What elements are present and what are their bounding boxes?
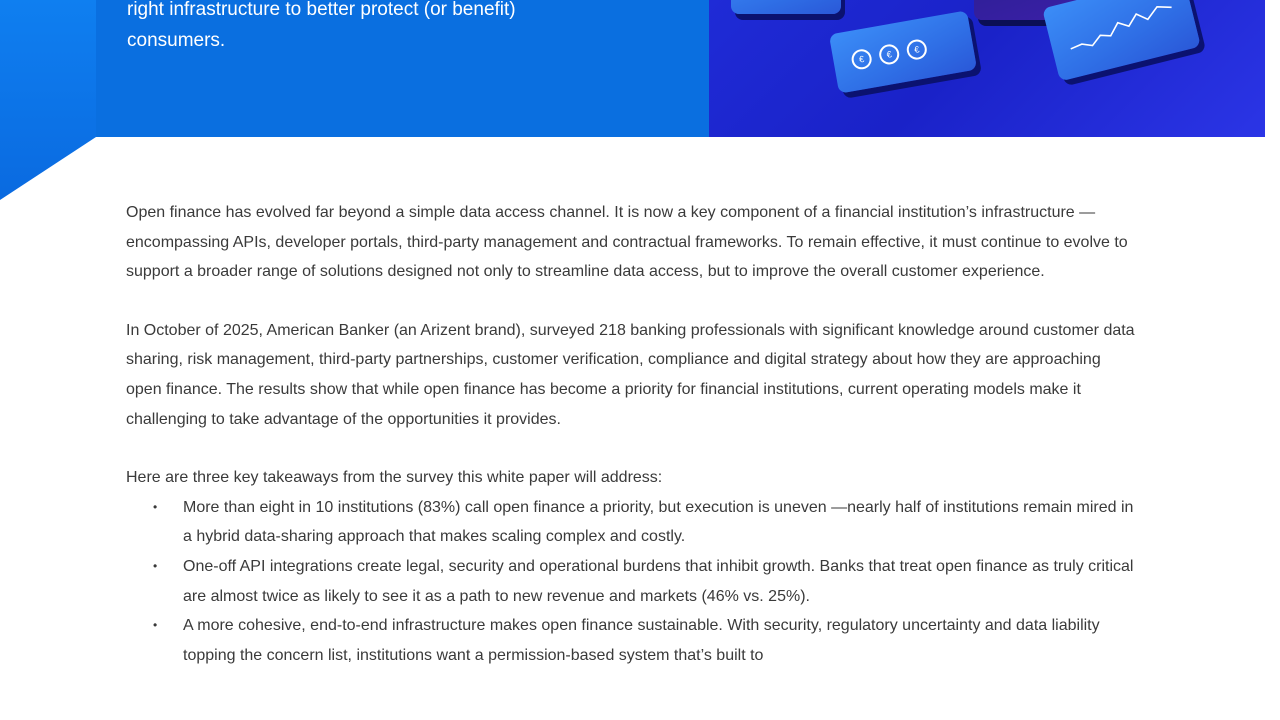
list-item <box>126 611 1136 670</box>
article-body <box>126 198 1136 670</box>
euro-coin-icon: € <box>850 48 873 71</box>
banner-line: consumers. <box>127 30 226 51</box>
bullet-icon: • <box>153 499 158 514</box>
euro-card-illustration <box>829 10 977 93</box>
takeaway-text: A more cohesive, end-to-end infrastructure makes open finance sustainable. With security, regulatory uncertainty and data liability topping the concern list, institutions want a permission-based system that’s built to <box>183 617 1100 664</box>
list-item <box>126 493 1136 552</box>
banner-line: right infrastructure to better protect (or benefit) <box>127 0 516 20</box>
line-chart-icon <box>1064 0 1180 61</box>
takeaway-text: One-off API integrations create legal, security and operational burdens that inhibit growth. Banks that treat open finance as truly critical are almost twice as likely to see it as a path to new revenue and markets (46% vs. 25%). <box>183 557 1134 605</box>
takeaway-text: More than eight in 10 institutions (83%) call open finance a priority, but execution is uneven —nearly half of institutions remain mired in a hybrid data-sharing approach that makes scaling complex and costly. <box>183 498 1134 546</box>
euro-coin-icon: € <box>878 43 901 66</box>
euro-coin-icon: € <box>905 38 928 61</box>
payment-card-illustration <box>731 0 841 14</box>
list-item <box>126 552 1136 611</box>
bullet-icon: • <box>153 558 158 573</box>
paragraph: Open finance has evolved far beyond a simple data access channel. It is now a key component of a financial institution’s infrastructure — encompassing APIs, developer portals, third-party management and contractual frameworks. To remain effective, it must continue to evolve to support a broader range of solutions designed not only to streamline data access, but to improve the overall customer experience. <box>126 204 1128 281</box>
line-chart-card-illustration <box>1042 0 1201 81</box>
hero-illustration <box>709 0 1265 137</box>
takeaways-intro: Here are three key takeaways from the survey this white paper will address: <box>126 469 663 487</box>
bullet-icon: • <box>153 618 158 633</box>
banner-text <box>127 0 687 56</box>
banner-corner-shape <box>0 0 96 200</box>
takeaways-list <box>126 493 1136 671</box>
paragraph: In October of 2025, American Banker (an Arizent brand), surveyed 218 banking professionals with significant knowledge around customer data sharing, risk management, third-party partnerships, customer verification, compliance and digital strategy about how they are approaching open finance. The results show that while open finance has become a priority for financial institutions, current operating models make it challenging to take advantage of the opportunities it provides. <box>126 321 1135 428</box>
